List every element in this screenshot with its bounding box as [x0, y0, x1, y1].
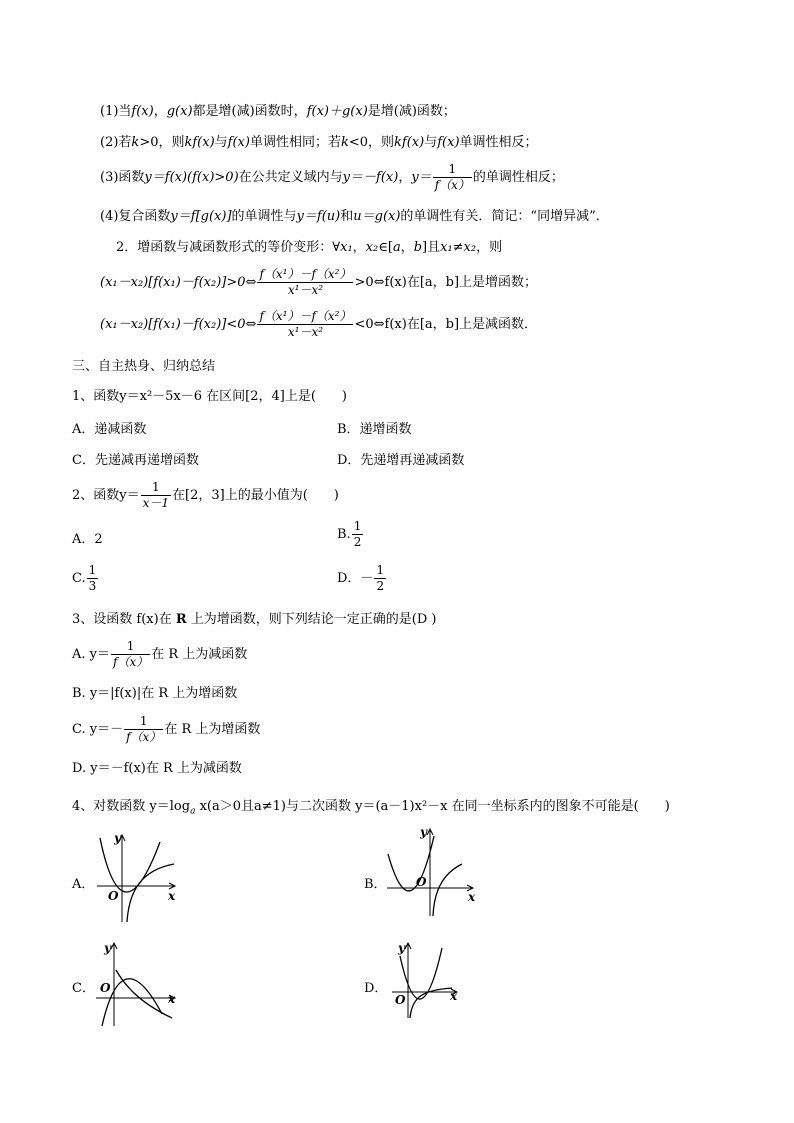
math: f(x)＋g(x): [306, 104, 368, 119]
math: x₁≠x₂: [440, 240, 477, 255]
q1-option-c: C．先递减再递增函数: [72, 453, 199, 468]
q1-stem: 1、函数y＝x²－5x－6 在区间[2，4]上是( ): [72, 389, 347, 404]
axis-label-y: y: [104, 941, 111, 955]
text: <0，则: [348, 135, 395, 150]
fraction: [433, 162, 472, 193]
text: <0⇔f(x)在[a，b]上是减函数．: [354, 317, 538, 332]
axis-label-x: x: [168, 889, 176, 903]
math: y＝f[g(x)]: [170, 209, 232, 224]
q3-stem: [72, 612, 436, 628]
text: 与: [214, 135, 228, 150]
text: >0，则: [139, 135, 185, 150]
text: x(a＞0且a≠1)与二次函数 y＝(a－1)x²－x 在同一坐标系内的图象不可能是( ): [195, 799, 670, 814]
section-title: 三、自主热身、归纳总结: [72, 359, 216, 374]
numerator: f（x¹）－f（x²）: [259, 309, 352, 323]
numerator: 1: [141, 480, 171, 496]
parabola-curve: [388, 836, 434, 891]
text: ，: [153, 104, 167, 119]
denominator: f（x）: [126, 730, 162, 744]
log-curve: [127, 864, 174, 922]
numerator: 1: [124, 714, 163, 730]
fraction: [257, 309, 353, 340]
text: ，: [398, 170, 412, 185]
text: C.: [72, 571, 86, 586]
text: >0⇔f(x)在[a，b]上是增函数；: [354, 275, 538, 290]
math: R: [175, 612, 187, 627]
math: kf(x): [184, 135, 215, 150]
fraction: [352, 519, 364, 550]
denominator: 3: [88, 579, 97, 593]
q4-option-a-label: A．: [72, 877, 95, 892]
text: 4、对数函数 y＝log: [72, 799, 191, 814]
fraction: [374, 563, 386, 594]
denominator: x¹－x²: [287, 283, 324, 297]
text: 都是增(减)函数时，: [192, 104, 307, 119]
fraction: [141, 480, 171, 511]
text: 的单调性相反；: [472, 170, 564, 185]
fraction: [87, 563, 99, 594]
math: u＝g(x): [353, 209, 401, 224]
q2-option-c: [72, 563, 99, 595]
math: y＝f(x)(f(x)>0): [144, 170, 239, 185]
text: 上为增函数，则下列结论一定正确的是(D ): [186, 612, 437, 627]
log-curve: [433, 864, 462, 916]
text: (2)若: [100, 135, 132, 150]
q3-option-a: [72, 638, 247, 672]
numerator: 1: [433, 162, 472, 178]
q4-option-b-label: B．: [364, 877, 387, 892]
math: y＝: [411, 170, 432, 185]
text: 是增(减)函数；: [367, 104, 456, 119]
text: 单调性相反；: [459, 135, 538, 150]
denominator: 2: [353, 535, 362, 549]
q3-option-b: B. y＝|f(x)|在 R 上为增函数: [72, 686, 238, 701]
parabola-curve: [102, 979, 162, 1026]
math: (x₁－x₂)[f(x₁)－f(x₂)]<0⇔: [100, 317, 257, 332]
math: x₂: [365, 240, 379, 255]
text: (4)复合函数: [100, 209, 171, 224]
math: f(x): [131, 104, 154, 119]
text: 2．增函数与减函数形式的等价变形：∀: [116, 240, 341, 255]
text: 和: [340, 209, 354, 224]
axis-label-y: y: [114, 832, 121, 845]
text: 在 R 上为减函数: [151, 647, 248, 662]
numerator: f（x¹）－f（x²）: [259, 267, 352, 281]
origin-label: O: [108, 889, 119, 903]
numerator: 1: [353, 519, 362, 533]
theory-line-7: [100, 309, 537, 341]
theory-line-2: [100, 135, 538, 151]
math: k: [340, 135, 349, 150]
q4-option-d-label: D．: [364, 981, 388, 996]
q3-option-d: D. y＝－f(x)在 R 上为减函数: [72, 761, 242, 776]
log-curve: [116, 970, 172, 1018]
text: 单调性相同；若: [249, 135, 341, 150]
q4-graph-c: [94, 940, 184, 1028]
text: 在[2，3]上的最小值为( ): [172, 488, 339, 503]
origin-label: O: [100, 981, 111, 995]
text: 2、函数y＝: [72, 488, 140, 503]
denominator: x－1: [142, 496, 170, 510]
text: ，则: [476, 240, 503, 255]
q1-option-d: D．先递增再递减函数: [337, 453, 465, 468]
text: B.: [337, 527, 351, 542]
numerator: 1: [111, 639, 150, 655]
text: ∈[: [378, 240, 393, 255]
origin-label: O: [395, 993, 406, 1007]
text: C. y＝－: [72, 722, 124, 737]
math: kf(x): [394, 135, 425, 150]
text: (3)函数: [100, 170, 145, 185]
q2-option-a: A．2: [72, 532, 103, 547]
text: 在公共定义域内与: [238, 170, 343, 185]
denominator: f（x）: [434, 178, 470, 192]
q4-option-c-label: C．: [72, 981, 95, 996]
axis-label-x: x: [450, 989, 458, 1003]
math: a: [392, 240, 401, 255]
q3-option-c: [72, 713, 260, 747]
fraction: [111, 639, 150, 670]
origin-label: O: [416, 875, 427, 889]
text: 与: [424, 135, 438, 150]
axis-label-x: x: [468, 890, 476, 904]
text: ]且: [422, 240, 441, 255]
fraction: [257, 267, 353, 298]
math: y＝f(u): [296, 209, 341, 224]
q1-option-b: B．递增函数: [337, 422, 412, 437]
q1-option-a: A．递减函数: [72, 422, 147, 437]
math: f(x): [437, 135, 460, 150]
math: f(x): [227, 135, 250, 150]
text: D．－: [337, 571, 374, 586]
parabola-curve: [100, 838, 160, 892]
theory-line-4: [100, 209, 609, 225]
parabola-curve: [400, 948, 442, 999]
q4-graph-a: [94, 832, 184, 924]
q4-graph-d: [390, 940, 470, 1020]
math: x₁: [340, 240, 353, 255]
numerator: 1: [376, 563, 385, 577]
text: (1)当: [100, 104, 132, 119]
text: A. y＝: [72, 647, 110, 662]
theory-line-5: [116, 240, 502, 256]
q4-graph-b: [384, 826, 480, 918]
axis-label-y: y: [398, 941, 405, 955]
log-base: a: [190, 806, 196, 817]
theory-line-1: [100, 104, 456, 120]
text: 在 R 上为增函数: [164, 722, 261, 737]
q4-stem: [72, 799, 670, 820]
axis-label-y: y: [420, 826, 427, 839]
q2-option-d: [337, 563, 387, 595]
math: y＝－f(x): [342, 170, 399, 185]
denominator: x¹－x²: [287, 325, 324, 339]
q2-option-b: [337, 519, 364, 551]
text: 3、设函数 f(x)在: [72, 612, 176, 627]
text: 的单调性有关．简记：“同增异减”．: [400, 209, 609, 224]
theory-line-3: [100, 162, 564, 194]
text: 的单调性与: [231, 209, 297, 224]
theory-line-6: [100, 267, 537, 299]
numerator: 1: [88, 563, 97, 577]
denominator: f（x）: [113, 655, 149, 669]
denominator: 2: [376, 579, 385, 593]
math: k: [131, 135, 140, 150]
text: ，: [400, 240, 414, 255]
text: ，: [352, 240, 366, 255]
math: (x₁－x₂)[f(x₁)－f(x₂)]>0⇔: [100, 275, 257, 290]
q2-stem: [72, 480, 339, 512]
axis-label-x: x: [168, 992, 176, 1006]
math: g(x): [166, 104, 193, 119]
fraction: [124, 714, 163, 745]
math: b: [413, 240, 423, 255]
